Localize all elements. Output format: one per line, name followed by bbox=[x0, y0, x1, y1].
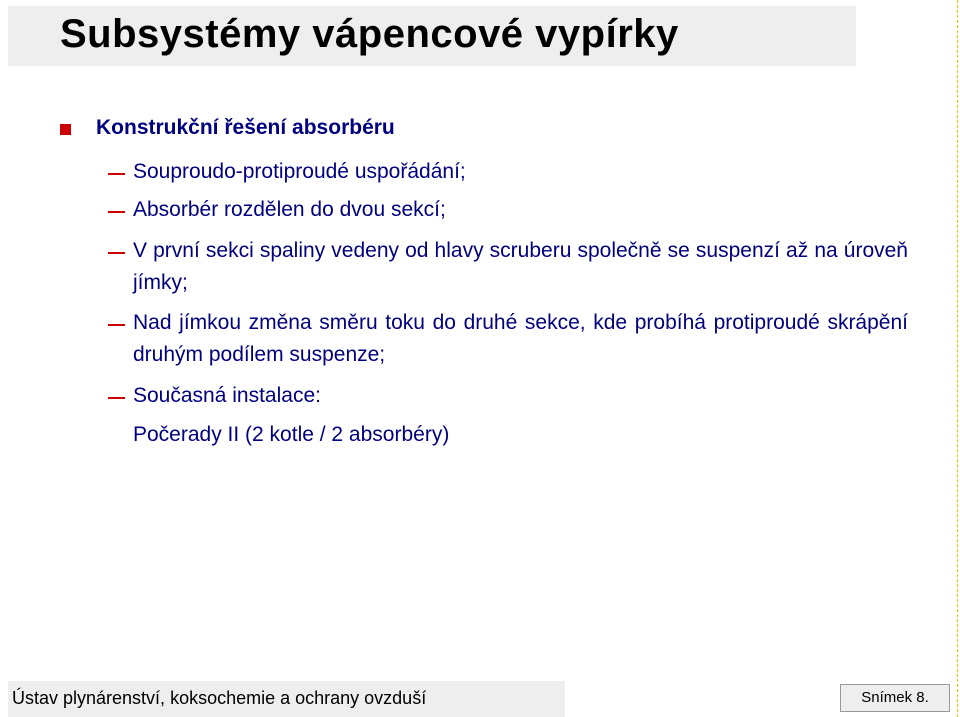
section-heading: Konstrukční řešení absorbéru bbox=[96, 116, 395, 139]
dash-bullet-icon bbox=[108, 324, 125, 326]
slide-title: Subsystémy vápencové vypírky bbox=[60, 12, 679, 56]
dash-bullet-icon bbox=[108, 397, 125, 399]
list-item: V první sekci spaliny vedeny od hlavy scruberu společně se suspenzí až na úroveň jímky; bbox=[133, 239, 908, 294]
guide-line bbox=[957, 0, 958, 717]
installation-line: Počerady II (2 kotle / 2 absorbéry) bbox=[133, 423, 450, 446]
square-bullet-icon bbox=[60, 124, 71, 135]
slide-number: Snímek 8. bbox=[840, 684, 950, 712]
list-item: Absorbér rozdělen do dvou sekcí; bbox=[133, 198, 446, 221]
footer-institute: Ústav plynárenství, koksochemie a ochrany ovzduší bbox=[12, 688, 427, 708]
list-item: Současná instalace: bbox=[133, 384, 321, 407]
dash-bullet-icon bbox=[108, 173, 125, 175]
list-item: Nad jímkou změna směru toku do druhé sekce, kde probíhá protiproudé skrápění druhým podílem suspenze; bbox=[133, 311, 908, 366]
dash-bullet-icon bbox=[108, 211, 125, 213]
dash-bullet-icon bbox=[108, 252, 125, 254]
list-item: Souproudo-protiproudé uspořádání; bbox=[133, 160, 466, 183]
